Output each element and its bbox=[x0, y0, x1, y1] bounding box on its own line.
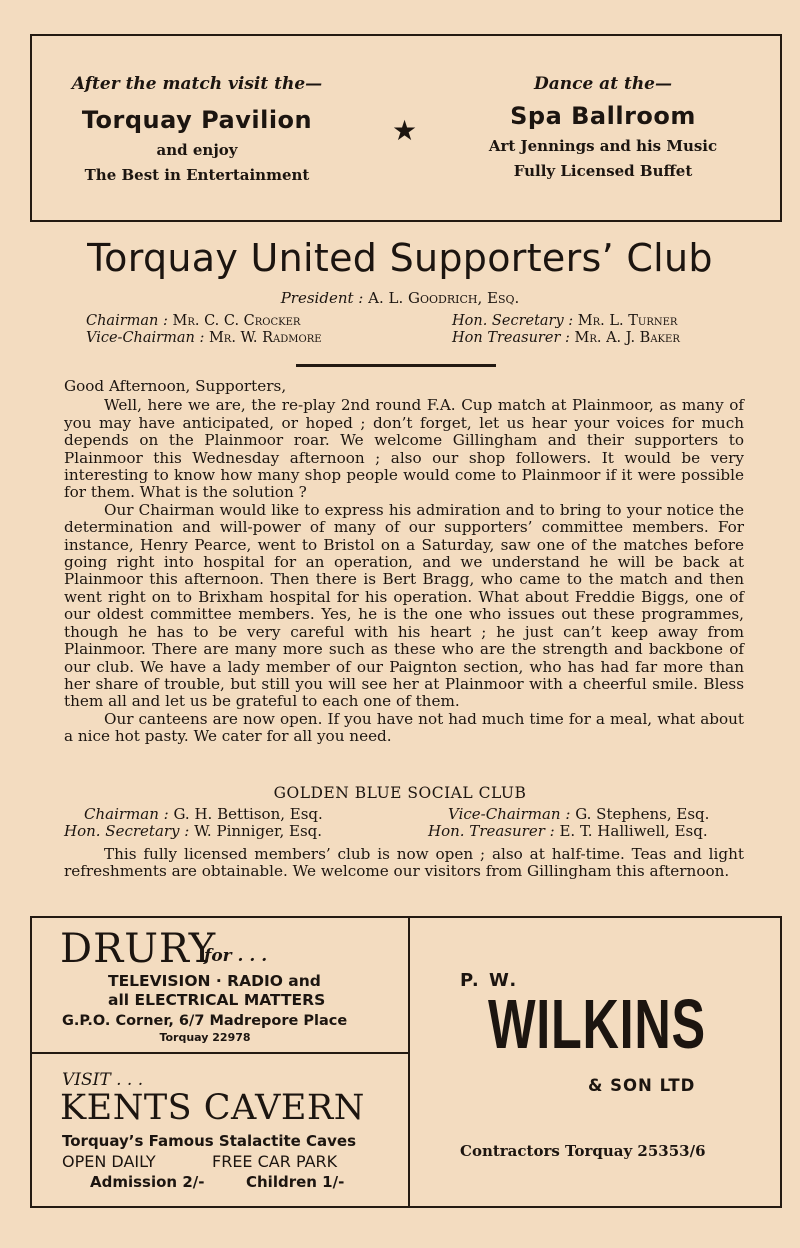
drury-name: DRURY bbox=[60, 926, 217, 972]
treasurer-name: Mr. A. J. Baker bbox=[574, 330, 680, 346]
wilkins-contractors: Contractors Torquay 25353/6 bbox=[460, 1142, 706, 1160]
social-club-title: GOLDEN BLUE SOCIAL CLUB bbox=[273, 784, 527, 802]
letter-body bbox=[64, 378, 744, 746]
social-chairman-name: G. H. Bettison, Esq. bbox=[173, 805, 323, 823]
kents-admission: Admission 2/- bbox=[90, 1173, 205, 1191]
wilkins-name: WILKINS bbox=[488, 985, 706, 1063]
wilkins-initials: P. W. bbox=[460, 970, 519, 991]
ballroom-intro: Dance at the— bbox=[533, 74, 673, 94]
secretary-line bbox=[452, 313, 677, 329]
vertical-divider bbox=[408, 916, 410, 1208]
chairman-name: Mr. C. C. Crocker bbox=[172, 313, 301, 329]
social-secretary-label: Hon. Secretary : bbox=[64, 822, 190, 840]
top-advert-box bbox=[30, 34, 782, 222]
star-icon: ★ bbox=[392, 114, 418, 147]
chairman-line bbox=[86, 313, 300, 329]
pavilion-advert bbox=[32, 36, 362, 184]
divider bbox=[296, 364, 496, 367]
secretary-name: Mr. L. Turner bbox=[577, 313, 678, 329]
secretary-label: Hon. Secretary : bbox=[452, 313, 574, 329]
social-treasurer-label: Hon. Treasurer : bbox=[428, 822, 555, 840]
president-label: President : bbox=[280, 289, 364, 307]
chairman-label: Chairman : bbox=[86, 313, 168, 329]
social-treasurer-name: E. T. Halliwell, Esq. bbox=[559, 822, 708, 840]
social-chairman-line bbox=[84, 805, 323, 823]
pavilion-line1: and enjoy bbox=[156, 141, 238, 159]
pavilion-name: Torquay Pavilion bbox=[81, 106, 313, 134]
president-name: A. L. Goodrich, Esq. bbox=[368, 289, 520, 307]
treasurer-label: Hon Treasurer : bbox=[452, 330, 570, 346]
letter-greeting: Good Afternoon, Supporters, bbox=[64, 377, 287, 395]
ballroom-line1: Art Jennings and his Music bbox=[488, 137, 718, 155]
kents-children: Children 1/- bbox=[246, 1173, 345, 1191]
vice-chairman-line bbox=[86, 330, 322, 346]
treasurer-line bbox=[452, 330, 680, 346]
kents-cavern-name: KENTS CAVERN bbox=[60, 1088, 365, 1128]
drury-address: G.P.O. Corner, 6/7 Madrepore Place bbox=[62, 1013, 348, 1029]
drury-phone: Torquay 22978 bbox=[159, 1031, 251, 1044]
social-vice-label: Vice-Chairman : bbox=[448, 805, 571, 823]
kents-visit: VISIT . . . bbox=[62, 1070, 144, 1090]
letter-paragraph-2: Our Chairman would like to express his admiration and to bring to your notice the determination and will-power of many of our supporters’ committee members. For instance, Henry Pearce, went to Bristol on a Saturday, saw one of the matches before going right into hospital for an operation, and we understand he will be back at Plainmoor this afternoon. Then there is Bert Bragg, who came to the match and then went right on to Brixham hospital for his operation. What about Freddie Biggs, one of our oldest committee members. Yes, he is the one who issues out these programmes, though he has to be very careful with his heart ; he just can’t keep away from Plainmoor. There are many more such as these who are the strength and backbone of our club. We have a lady member of our Paignton section, who has had far more than her share of trouble, but still you will see her at Plainmoor with a cheerful smile. Bless them all and let us be grateful to each one of them. bbox=[64, 500, 744, 711]
social-club-text bbox=[64, 846, 744, 881]
drury-line2: all ELECTRICAL MATTERS bbox=[108, 991, 326, 1009]
social-club-paragraph: This fully licensed members’ club is now open ; also at half-time. Teas and light refreshments are obtainable. We welcome our visitors from Gillingham this afternoon. bbox=[64, 845, 744, 881]
social-treasurer-line bbox=[428, 822, 708, 840]
letter-paragraph-3: Our canteens are now open. If you have not had much time for a meal, what about a nice hot pasty. We cater for all you need. bbox=[64, 709, 744, 746]
drury-for: for . . . bbox=[204, 946, 268, 966]
social-vice-name: G. Stephens, Esq. bbox=[575, 805, 710, 823]
drury-line1: TELEVISION · RADIO and bbox=[108, 972, 321, 990]
social-vice-line bbox=[448, 805, 709, 823]
pavilion-intro: After the match visit the— bbox=[71, 74, 323, 94]
social-chairman-label: Chairman : bbox=[84, 805, 169, 823]
president-line bbox=[0, 289, 800, 307]
kents-open-daily: OPEN DAILY bbox=[62, 1152, 156, 1171]
ballroom-name: Spa Ballroom bbox=[510, 102, 696, 130]
ballroom-advert bbox=[438, 36, 768, 180]
wilkins-son: & SON LTD bbox=[588, 1076, 696, 1095]
horizontal-divider bbox=[30, 1052, 408, 1054]
pavilion-line2: The Best in Entertainment bbox=[84, 166, 310, 184]
ballroom-line2: Fully Licensed Buffet bbox=[513, 162, 693, 180]
vice-chairman-label: Vice-Chairman : bbox=[86, 330, 205, 346]
social-secretary-name: W. Pinniger, Esq. bbox=[194, 822, 323, 840]
vice-chairman-name: Mr. W. Radmore bbox=[208, 330, 322, 346]
social-secretary-line bbox=[64, 822, 322, 840]
page-title: Torquay United Supporters’ Club bbox=[87, 236, 713, 280]
letter-paragraph-1: Well, here we are, the re-play 2nd round F.A. Cup match at Plainmoor, as many of you may have anticipated, or hoped ; don’t forget, let us hear your voices for much depends on the Plainmoor roar. We welcome Gillingham and their supporters to Plainmoor this Wednesday afternoon ; also our shop followers. It would be very interesting to know how many shop people would come to Plainmoor if it were possible for them. What is the solution ? bbox=[64, 396, 744, 502]
kents-line1: Torquay’s Famous Stalactite Caves bbox=[62, 1132, 357, 1150]
kents-car-park: FREE CAR PARK bbox=[212, 1152, 338, 1171]
